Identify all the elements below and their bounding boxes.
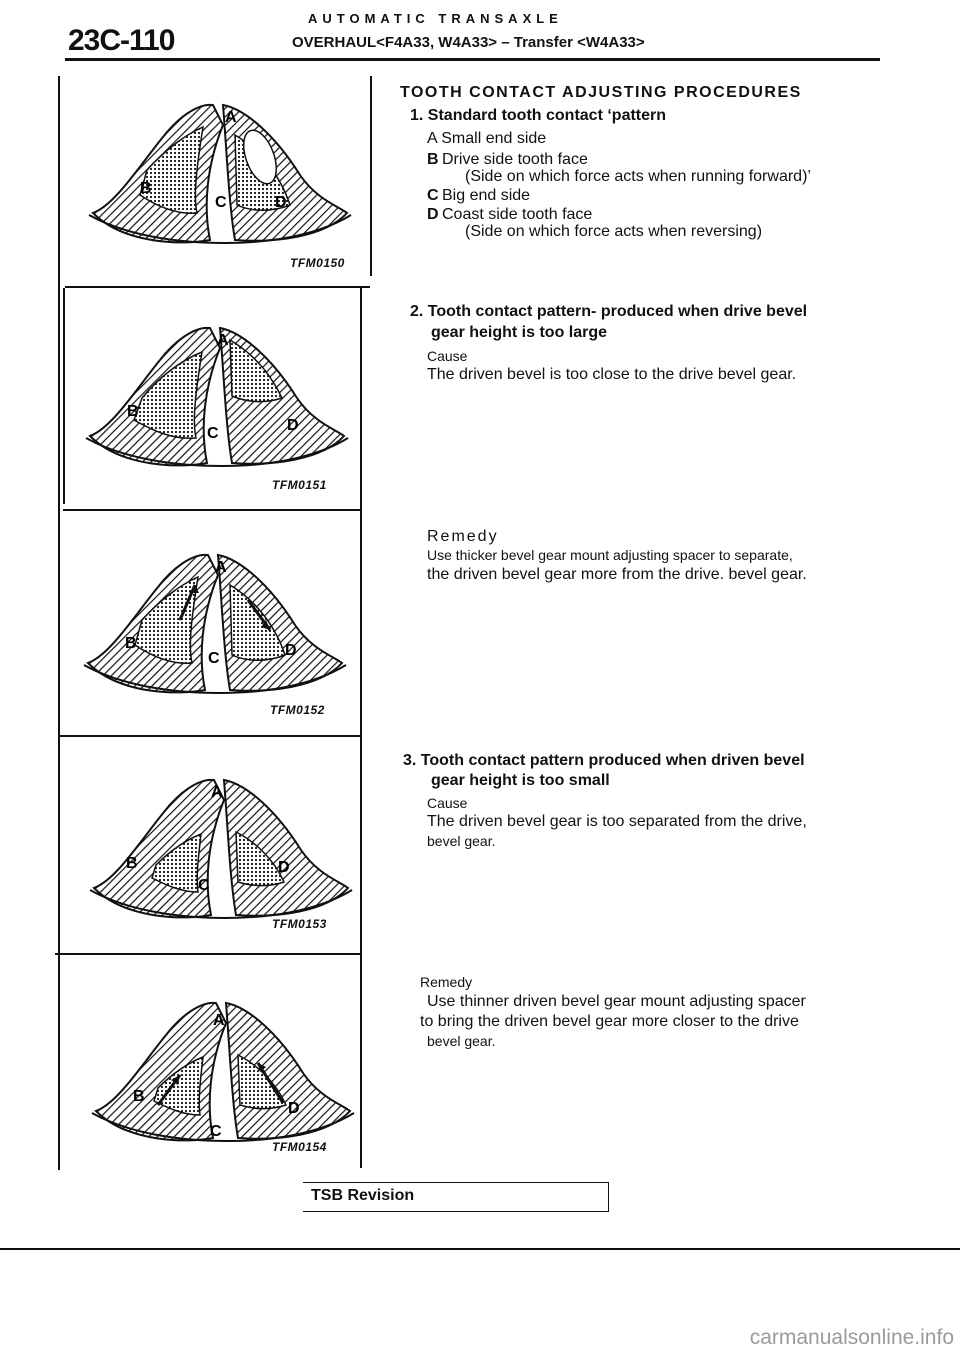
figure-column-left-border-2 bbox=[63, 288, 65, 504]
fig2-label-b: B bbox=[127, 403, 139, 420]
section-3-cause-line2: bevel gear. bbox=[427, 833, 496, 849]
figure-3-code: TFM0152 bbox=[270, 703, 325, 717]
section-3-remedy-line3: bevel gear. bbox=[427, 1033, 496, 1049]
figure-divider-2 bbox=[63, 509, 361, 511]
figure-divider-3 bbox=[60, 735, 360, 737]
fig2-label-d: D bbox=[287, 417, 299, 434]
item-b-letter: B bbox=[427, 151, 439, 168]
fig3-label-b: B bbox=[125, 635, 137, 652]
watermark: carmanualsonline.info bbox=[749, 1326, 954, 1349]
fig2-label-a: A bbox=[217, 332, 229, 349]
section-2-cause-text: The driven bevel is too close to the drive bevel gear. bbox=[427, 366, 797, 383]
fig5-label-b: B bbox=[133, 1088, 145, 1105]
figure-1-code: TFM0150 bbox=[290, 256, 345, 270]
section-2-title-line1: 2. Tooth contact pattern- produced when drive bevel bbox=[410, 303, 808, 320]
bottom-rule bbox=[0, 1248, 960, 1250]
figure-2-code: TFM0151 bbox=[272, 478, 327, 492]
section-1-title: 1. Standard tooth contact ‘pattern bbox=[410, 107, 667, 124]
section-2-remedy-line1: Use thicker bevel gear mount adjusting spacer to separate, bbox=[427, 547, 793, 563]
item-a: A Small end side bbox=[427, 130, 547, 147]
figure-2-tooth-diagram bbox=[82, 318, 352, 488]
section-3-remedy-line1: Use thinner driven bevel gear mount adjusting spacer bbox=[427, 993, 806, 1010]
figure-1-tooth-diagram bbox=[85, 95, 355, 265]
breadcrumb: OVERHAUL<F4A33, W4A33> – Transfer <W4A33> bbox=[292, 34, 645, 51]
fig3-label-d: D bbox=[285, 642, 297, 659]
figure-column-right-border-1 bbox=[370, 76, 372, 276]
section-2-remedy-label: Remedy bbox=[427, 528, 499, 545]
item-d: Coast side tooth face bbox=[442, 206, 593, 223]
item-c: Big end side bbox=[442, 187, 531, 204]
figure-5-tooth-diagram bbox=[88, 993, 358, 1163]
figure-3-tooth-diagram bbox=[80, 545, 350, 715]
tsb-revision-box bbox=[303, 1182, 609, 1212]
fig3-label-a: A bbox=[215, 559, 227, 576]
item-d-letter: D bbox=[427, 206, 439, 223]
section-heading: TOOTH CONTACT ADJUSTING PROCEDURES bbox=[400, 84, 802, 101]
section-3-cause-label: Cause bbox=[427, 795, 468, 811]
item-d-note: (Side on which force acts when reversing) bbox=[465, 223, 763, 240]
section-2-remedy-line2: the driven bevel gear more from the drive. bevel gear. bbox=[427, 566, 807, 583]
figure-4-tooth-diagram bbox=[86, 770, 356, 940]
header-rule bbox=[65, 58, 880, 61]
figure-4-code: TFM0153 bbox=[272, 917, 327, 931]
fig4-label-d: D bbox=[278, 859, 290, 876]
page-number: 23C-110 bbox=[68, 24, 175, 57]
section-title: AUTOMATIC TRANSAXLE bbox=[308, 11, 563, 26]
tsb-revision-label: TSB Revision bbox=[311, 1187, 415, 1204]
figure-divider-1 bbox=[65, 286, 370, 288]
figure-5-code: TFM0154 bbox=[272, 1140, 327, 1154]
section-3-remedy-label: Remedy bbox=[420, 974, 473, 990]
fig4-label-c: C bbox=[198, 877, 210, 894]
fig4-label-b: B bbox=[126, 855, 138, 872]
figure-divider-4 bbox=[55, 953, 360, 955]
section-3-cause-line1: The driven bevel gear is too separated from the drive, bbox=[427, 813, 807, 830]
fig5-label-a: A bbox=[213, 1012, 225, 1029]
fig5-label-d: D bbox=[288, 1100, 300, 1117]
item-b-note: (Side on which force acts when running forward)’ bbox=[465, 168, 811, 185]
fig1-label-c: C bbox=[215, 194, 227, 211]
fig1-label-d: D bbox=[275, 194, 287, 211]
item-c-letter: C bbox=[427, 187, 439, 204]
section-3-title-line2: gear height is too small bbox=[431, 772, 610, 789]
item-b: Drive side tooth face bbox=[442, 151, 588, 168]
section-2-cause-label: Cause bbox=[427, 348, 468, 364]
fig1-label-a: A bbox=[225, 109, 237, 126]
fig2-label-c: C bbox=[207, 425, 219, 442]
fig4-label-a: A bbox=[211, 784, 223, 801]
section-3-remedy-line2: to bring the driven bevel gear more closer to the drive bbox=[420, 1013, 799, 1030]
fig1-label-b: B bbox=[140, 180, 152, 197]
section-3-title-line1: 3. Tooth contact pattern produced when driven bevel bbox=[403, 752, 805, 769]
fig3-label-c: C bbox=[208, 650, 220, 667]
fig5-label-c: C bbox=[210, 1123, 222, 1140]
figure-column-right-border-2 bbox=[360, 288, 362, 1168]
section-2-title-line2: gear height is too large bbox=[431, 324, 608, 341]
figure-column-left-border bbox=[58, 76, 60, 1170]
